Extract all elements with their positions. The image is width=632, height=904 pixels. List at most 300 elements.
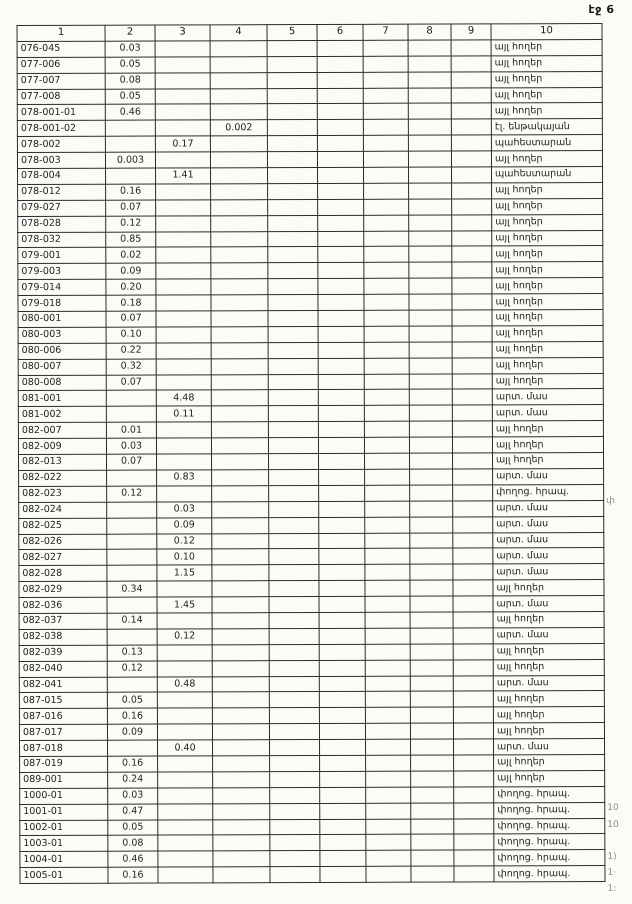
cell: 0.20: [106, 279, 156, 295]
cell: [365, 660, 410, 676]
cell: [318, 247, 364, 263]
table-row: [18, 198, 603, 216]
table-row: [17, 87, 602, 105]
cell: [408, 119, 451, 135]
cell: [454, 787, 494, 803]
cell: [211, 199, 268, 215]
cell: [319, 724, 365, 740]
cell: 078-001-02: [17, 121, 105, 137]
cell: [409, 294, 452, 310]
table-row: [18, 246, 603, 264]
cell: [318, 326, 364, 342]
cell: [158, 804, 213, 820]
cell: [211, 279, 268, 295]
cell: [212, 613, 269, 629]
cell: [410, 612, 453, 628]
cell: [319, 469, 365, 485]
table-row: [20, 739, 605, 757]
cell: [409, 405, 452, 421]
cell: [452, 310, 492, 326]
cell: 0.16: [106, 184, 156, 200]
cell: [366, 787, 411, 803]
cell: [453, 532, 493, 548]
cell: [212, 517, 269, 533]
cell: [452, 405, 492, 421]
cell: [319, 628, 365, 644]
cell: 082-037: [19, 613, 107, 629]
cell: [364, 183, 409, 199]
cell: [156, 359, 211, 375]
cell: [318, 422, 364, 438]
cell: այլ հողեր: [491, 103, 602, 119]
cell: 0.17: [155, 136, 210, 152]
cell: [411, 866, 454, 882]
cell: պահեստարան: [491, 135, 602, 151]
column-header: 5: [267, 24, 317, 40]
cell: 0.03: [105, 41, 155, 57]
cell: [213, 867, 270, 883]
cell: այլ հողեր: [493, 691, 604, 707]
cell: [409, 246, 452, 262]
table-row: [18, 294, 603, 312]
cell: [411, 819, 454, 835]
cell: այլ հողեր: [492, 437, 603, 453]
cell: 078-001-01: [17, 105, 105, 121]
cell: [267, 88, 317, 104]
table-row: [19, 453, 604, 471]
cell: [213, 740, 270, 756]
cell: 082-029: [19, 581, 107, 597]
cell: արտ. մաս: [493, 516, 604, 532]
cell: [268, 168, 318, 184]
cell: [106, 406, 156, 422]
table-row: [19, 723, 604, 741]
table-row: [19, 548, 604, 566]
cell: 082-036: [19, 597, 107, 613]
cell: [365, 549, 410, 565]
cell: [365, 692, 410, 708]
cell: [319, 453, 365, 469]
cell: [451, 103, 491, 119]
cell: [156, 263, 211, 279]
table-row: [17, 119, 602, 137]
cell: [319, 533, 365, 549]
cell: [454, 803, 494, 819]
cell: այլ հողեր: [494, 770, 605, 786]
cell: 082-028: [19, 566, 107, 582]
cell: [105, 136, 155, 152]
cell: [320, 851, 366, 867]
cell: [411, 803, 454, 819]
cell: [269, 565, 319, 581]
cell: [156, 374, 211, 390]
cell: 0.12: [157, 629, 212, 645]
cell: [210, 41, 267, 57]
cell: [210, 56, 267, 72]
cell: [452, 278, 492, 294]
cell: [267, 120, 317, 136]
cell: 079-027: [18, 200, 106, 216]
cell: [363, 135, 408, 151]
cell: 0.03: [106, 438, 156, 454]
cell: այլ հողեր: [493, 707, 604, 723]
cell: 082-024: [19, 502, 107, 518]
cell: [318, 437, 364, 453]
cell: [212, 692, 269, 708]
cell: [268, 311, 318, 327]
cell: [318, 342, 364, 358]
cell: [211, 342, 268, 358]
cell: [319, 708, 365, 724]
cell: 1.15: [157, 565, 212, 581]
cell: 0.07: [106, 311, 156, 327]
cell: [267, 136, 317, 152]
cell: արտ. մաս: [493, 532, 604, 548]
cell: [158, 772, 213, 788]
table-row: [19, 691, 604, 709]
cell: 0.03: [157, 502, 212, 518]
cell: [453, 628, 493, 644]
cell: [364, 390, 409, 406]
cell: [409, 421, 452, 437]
cell: [317, 136, 363, 152]
cell: [211, 263, 268, 279]
cell: [158, 819, 213, 835]
cell: [365, 723, 410, 739]
cell: 077-008: [17, 89, 105, 105]
cell: [211, 374, 268, 390]
cell: [320, 755, 366, 771]
cell: [365, 469, 410, 485]
cell: [211, 295, 268, 311]
cell: [212, 501, 269, 517]
cell: [451, 119, 491, 135]
table-row: [19, 611, 604, 629]
table-row: [18, 182, 603, 200]
cell: 0.09: [157, 517, 212, 533]
cell: [409, 310, 452, 326]
cell: [408, 151, 451, 167]
cell: [319, 676, 365, 692]
cell: արտ. մաս: [492, 389, 603, 405]
cell: [318, 263, 364, 279]
cell: [410, 469, 453, 485]
cell: [211, 231, 268, 247]
cell: [319, 517, 365, 533]
cell: [156, 279, 211, 295]
cell: [212, 454, 269, 470]
cell: [452, 215, 492, 231]
cell: 079-003: [18, 264, 106, 280]
cell: [452, 437, 492, 453]
cell: 1.41: [156, 168, 211, 184]
cell: [452, 342, 492, 358]
cell: այլ հողեր: [491, 71, 602, 87]
table-row: [19, 468, 604, 486]
cell: [106, 168, 156, 184]
cell: [107, 629, 157, 645]
cell: [319, 596, 365, 612]
cell: [452, 230, 492, 246]
cell: [320, 803, 366, 819]
cell: [410, 548, 453, 564]
cell: 0.22: [106, 343, 156, 359]
cell: 0.08: [108, 835, 158, 851]
cell: [268, 342, 318, 358]
cell: 081-002: [18, 407, 106, 423]
cell: [269, 597, 319, 613]
cell: [268, 183, 318, 199]
cell: [364, 199, 409, 215]
cell: [270, 851, 320, 867]
table-row: [19, 627, 604, 645]
cell: [157, 724, 212, 740]
cell: [365, 612, 410, 628]
cell: [320, 787, 366, 803]
column-header: 2: [105, 25, 155, 41]
cell: [454, 818, 494, 834]
cell: 077-007: [17, 73, 105, 89]
cell: [410, 485, 453, 501]
cell: [452, 183, 492, 199]
table-row: [20, 818, 605, 836]
cell: [318, 406, 364, 422]
cell: [410, 596, 453, 612]
cell: [267, 152, 317, 168]
cell: [364, 374, 409, 390]
cell: [408, 72, 451, 88]
cell: 0.003: [105, 152, 155, 168]
cell: 080-006: [18, 343, 106, 359]
cell: [268, 374, 318, 390]
cell: [212, 708, 269, 724]
cell: [107, 549, 157, 565]
cell: [410, 644, 453, 660]
cell: 0.02: [106, 248, 156, 264]
cell: [268, 438, 318, 454]
cell: [158, 788, 213, 804]
cell: էլ. ենթակայան: [491, 119, 602, 135]
cell: [156, 343, 211, 359]
cell: [210, 152, 267, 168]
cell: [410, 691, 453, 707]
cell: այլ հողեր: [491, 151, 602, 167]
cell: 082-023: [19, 486, 107, 502]
cell: [452, 389, 492, 405]
cell: 081-001: [18, 391, 106, 407]
cell: [158, 867, 213, 883]
table-row: [19, 532, 604, 550]
cell: [365, 644, 410, 660]
cell: [155, 88, 210, 104]
cell: [156, 216, 211, 232]
cell: [409, 231, 452, 247]
table-row: [19, 516, 604, 534]
cell: [366, 803, 411, 819]
cell: [363, 56, 408, 72]
cell: 0.13: [107, 645, 157, 661]
cell: [365, 533, 410, 549]
cell: [410, 628, 453, 644]
cell: [213, 803, 270, 819]
cell: 1003-01: [20, 836, 108, 852]
cell: [409, 215, 452, 231]
cell: [270, 835, 320, 851]
cell: [268, 231, 318, 247]
cell: [411, 771, 454, 787]
cell: [409, 437, 452, 453]
table-row: [19, 580, 604, 598]
cell: արտ. մաս: [493, 468, 604, 484]
handwritten-mark: 10: [607, 803, 619, 814]
cell: [155, 152, 210, 168]
cell: [365, 564, 410, 580]
cell: [365, 628, 410, 644]
cell: [363, 104, 408, 120]
cell: 078-028: [18, 216, 106, 232]
cell: [410, 676, 453, 692]
cell: արտ. մաս: [493, 596, 604, 612]
cell: 0.01: [106, 422, 156, 438]
cell: [366, 819, 411, 835]
cell: [319, 692, 365, 708]
cell: [409, 326, 452, 342]
cell: [411, 739, 454, 755]
cell: 080-001: [18, 311, 106, 327]
cell: [319, 549, 365, 565]
cell: [213, 835, 270, 851]
cell: [269, 501, 319, 517]
cell: այլ հողեր: [492, 214, 603, 230]
cell: 1001-01: [20, 804, 108, 820]
cell: [409, 278, 452, 294]
cell: [317, 104, 363, 120]
cell: [452, 358, 492, 374]
cell: [267, 40, 317, 56]
cell: [270, 803, 320, 819]
cell: [364, 342, 409, 358]
cell: արտ. մաս: [493, 500, 604, 516]
cell: [268, 422, 318, 438]
cell: 0.002: [210, 120, 267, 136]
cell: [318, 294, 364, 310]
column-header: 1: [17, 25, 105, 41]
cell: այլ հողեր: [492, 262, 603, 278]
cell: [365, 676, 410, 692]
cell: 0.11: [156, 406, 211, 422]
cell: [158, 756, 213, 772]
cell: 087-019: [20, 756, 108, 772]
cell: 0.03: [108, 788, 158, 804]
cell: [453, 453, 493, 469]
cell: [158, 835, 213, 851]
cell: [318, 231, 364, 247]
cell: 078-032: [18, 232, 106, 248]
cell: [105, 120, 155, 136]
cell: 080-007: [18, 359, 106, 375]
cell: 0.07: [106, 375, 156, 391]
cell: 0.07: [106, 200, 156, 216]
cell: [454, 834, 494, 850]
cell: 1002-01: [20, 820, 108, 836]
handwritten-mark: 1·: [607, 868, 617, 879]
table-row: [17, 103, 602, 121]
cell: [108, 740, 158, 756]
cell: [317, 56, 363, 72]
cell: 1000-01: [20, 788, 108, 804]
cell: [451, 40, 491, 56]
cell: [452, 199, 492, 215]
cell: [454, 755, 494, 771]
cell: 082-026: [19, 534, 107, 550]
cell: [212, 565, 269, 581]
cell: [410, 580, 453, 596]
cell: [411, 850, 454, 866]
cell: այլ հողեր: [492, 198, 603, 214]
cell: [453, 516, 493, 532]
table-row: [19, 596, 604, 614]
cell: 1004-01: [20, 852, 108, 868]
cell: [268, 406, 318, 422]
table-row: [20, 866, 605, 884]
cell: այլ հողեր: [493, 723, 604, 739]
cell: [364, 310, 409, 326]
cell: [365, 485, 410, 501]
cell: [410, 660, 453, 676]
cell: [364, 358, 409, 374]
cell: [363, 72, 408, 88]
cell: [212, 485, 269, 501]
cell: [212, 549, 269, 565]
cell: փողոց. հրապ.: [494, 802, 605, 818]
cell: 0.34: [107, 581, 157, 597]
cell: [156, 295, 211, 311]
cell: [319, 501, 365, 517]
cell: այլ հողեր: [492, 310, 603, 326]
cell: այլ հողեր: [492, 230, 603, 246]
cell: [410, 707, 453, 723]
cell: [211, 358, 268, 374]
table-row: [18, 325, 603, 343]
cell: [320, 739, 366, 755]
table-row: [18, 230, 603, 248]
column-header: 3: [155, 25, 210, 41]
cell: [212, 629, 269, 645]
table-row: [18, 167, 603, 185]
cell: [212, 533, 269, 549]
cell: [268, 390, 318, 406]
cell: [366, 739, 411, 755]
cell: [452, 167, 492, 183]
land-parcel-table: [17, 23, 606, 884]
cell: [364, 167, 409, 183]
cell: [157, 660, 212, 676]
cell: [212, 676, 269, 692]
cell: [270, 755, 320, 771]
cell: այլ հողեր: [492, 294, 603, 310]
cell: [453, 580, 493, 596]
cell: 087-018: [20, 740, 108, 756]
cell: [365, 707, 410, 723]
cell: [156, 311, 211, 327]
cell: [366, 771, 411, 787]
cell: [409, 374, 452, 390]
cell: 080-008: [18, 375, 106, 391]
cell: [269, 517, 319, 533]
cell: [211, 438, 268, 454]
cell: արտ. մաս: [493, 548, 604, 564]
cell: 079-018: [18, 295, 106, 311]
